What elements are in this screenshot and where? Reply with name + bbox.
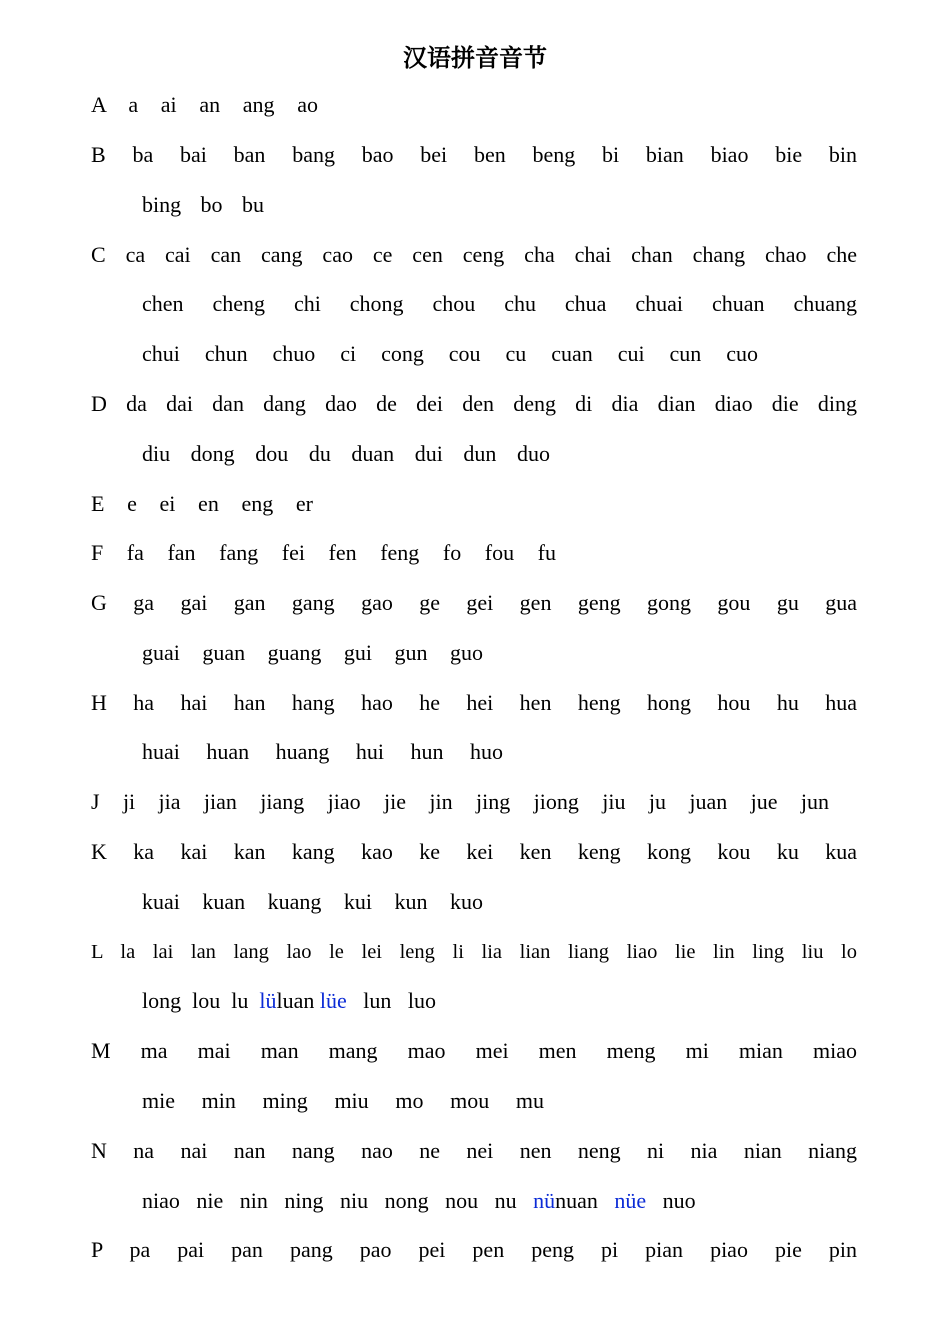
syllable-line-f: F fa fan fang fei fen feng fo fou fu [91, 540, 556, 565]
syllable-text: lun luo [346, 988, 436, 1013]
syllable-line-b-cont: bing bo bu [142, 192, 264, 217]
syllable-text: nuan [555, 1188, 615, 1213]
highlighted-syllable: lü [259, 988, 277, 1013]
syllable-line-b: B ba bai ban bang bao bei ben beng bi bian biao bie bin [91, 142, 857, 167]
syllable-line-a: A a ai an ang ao [91, 92, 318, 117]
highlighted-syllable: nüe [614, 1188, 647, 1213]
syllable-line-m-cont: mie min ming miu mo mou mu [142, 1088, 544, 1113]
syllable-line-c-cont-2: chui chun chuo ci cong cou cu cuan cui cun cuo [142, 341, 758, 366]
syllable-line-p: P pa pai pan pang pao pei pen peng pi pian piao pie pin [91, 1237, 857, 1262]
syllable-line-j: J ji jia jian jiang jiao jie jin jing jiong jiu ju juan jue jun [91, 789, 829, 814]
syllable-text: nuo [646, 1188, 696, 1213]
page-title: 汉语拼音音节 [403, 44, 547, 72]
syllable-line-d: D da dai dan dang dao de dei den deng di dia dian diao die ding [91, 391, 857, 416]
syllable-line-h-cont: huai huan huang hui hun huo [142, 739, 503, 764]
syllable-line-c-cont-1: chen cheng chi chong chou chu chua chuai chuan chuang [142, 291, 857, 316]
highlighted-syllable: nü [533, 1188, 556, 1213]
syllable-line-l-cont [142, 986, 472, 1016]
syllable-text: long lou lu [142, 988, 260, 1013]
syllable-line-k-cont: kuai kuan kuang kui kun kuo [142, 889, 483, 914]
highlighted-syllable: lüe [319, 988, 347, 1013]
syllable-text: luan [276, 988, 320, 1013]
syllable-line-h: H ha hai han hang hao he hei hen heng hong hou hu hua [91, 690, 857, 715]
syllable-line-m: M ma mai man mang mao mei men meng mi mian miao [91, 1038, 857, 1063]
syllable-line-g-cont: guai guan guang gui gun guo [142, 640, 483, 665]
syllable-line-n-cont [142, 1186, 792, 1216]
syllable-line-l: L la lai lan lang lao le lei leng li lia lian liang liao lie lin ling liu lo [91, 941, 857, 963]
syllable-line-n: N na nai nan nang nao ne nei nen neng ni nia nian niang [91, 1138, 857, 1163]
syllable-line-k: K ka kai kan kang kao ke kei ken keng kong kou ku kua [91, 839, 857, 864]
syllable-text: niao nie nin ning niu nong nou nu [142, 1188, 534, 1213]
syllable-line-g: G ga gai gan gang gao ge gei gen geng gong gou gu gua [91, 590, 857, 615]
syllable-line-c: C ca cai can cang cao ce cen ceng cha chai chan chang chao che [91, 242, 857, 267]
syllable-line-d-cont: diu dong dou du duan dui dun duo [142, 441, 550, 466]
syllable-line-e: E e ei en eng er [91, 491, 313, 516]
